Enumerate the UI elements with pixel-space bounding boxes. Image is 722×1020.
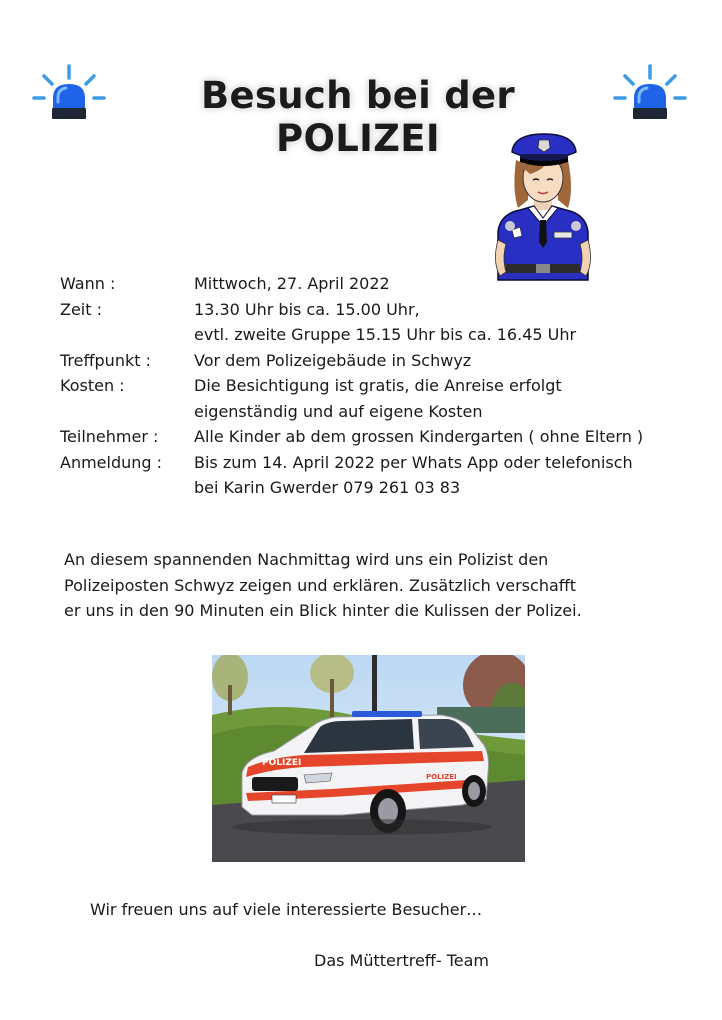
detail-value: Vor dem Polizeigebäude in Schwyz	[194, 350, 472, 370]
detail-value: Die Besichtigung ist gratis, die Anreise erfolgt	[194, 376, 562, 395]
detail-row-participants	[60, 424, 700, 450]
detail-value: Alle Kinder ab dem grossen Kindergarten ( ohne Eltern )	[194, 427, 644, 446]
closing-line: Wir freuen uns auf viele interessierte Besucher…	[90, 900, 483, 919]
car-door-text: POLIZEI	[426, 773, 457, 781]
paragraph-line: er uns in den 90 Minuten ein Blick hinter die Kulissen der Polizei.	[64, 601, 582, 620]
detail-row-date	[60, 271, 700, 297]
detail-row-registration	[60, 450, 700, 501]
page-title: Besuch bei der POLIZEI	[201, 74, 515, 160]
police-car-photo	[212, 655, 525, 862]
detail-row-costs	[60, 373, 700, 424]
detail-row-meeting-point	[60, 348, 700, 374]
detail-row-time	[60, 297, 700, 348]
paragraph-line: Polizeiposten Schwyz zeigen und erklären. Zusätzlich verschafft	[64, 575, 577, 595]
detail-value: evtl. zweite Gruppe 15.15 Uhr bis ca. 16.45 Uhr	[194, 325, 577, 344]
siren-icon	[609, 62, 691, 126]
detail-value: 13.30 Uhr bis ca. 15.00 Uhr,	[194, 299, 420, 319]
description-paragraph	[64, 547, 664, 624]
detail-label: Wann :	[60, 274, 116, 293]
detail-value: Mittwoch, 27. April 2022	[194, 274, 390, 293]
detail-value: Bis zum 14. April 2022 per Whats App oder telefonisch	[194, 452, 633, 472]
police-officer-icon	[484, 130, 602, 288]
detail-label: Treffpunkt :	[60, 350, 151, 370]
paragraph-line: An diesem spannenden Nachmittag wird uns ein Polizist den	[64, 550, 549, 569]
detail-label: Kosten :	[60, 376, 125, 395]
detail-value: eigenständig und auf eigene Kosten	[194, 401, 483, 421]
detail-label: Teilnehmer :	[60, 427, 159, 446]
detail-label: Anmeldung :	[60, 452, 163, 472]
car-hood-text: POLIZEI	[262, 758, 302, 768]
signature: Das Müttertreff- Team	[314, 951, 489, 970]
event-details	[60, 271, 700, 501]
detail-value: bei Karin Gwerder 079 261 03 83	[194, 478, 461, 497]
siren-icon	[28, 62, 110, 126]
detail-label: Zeit :	[60, 299, 102, 319]
